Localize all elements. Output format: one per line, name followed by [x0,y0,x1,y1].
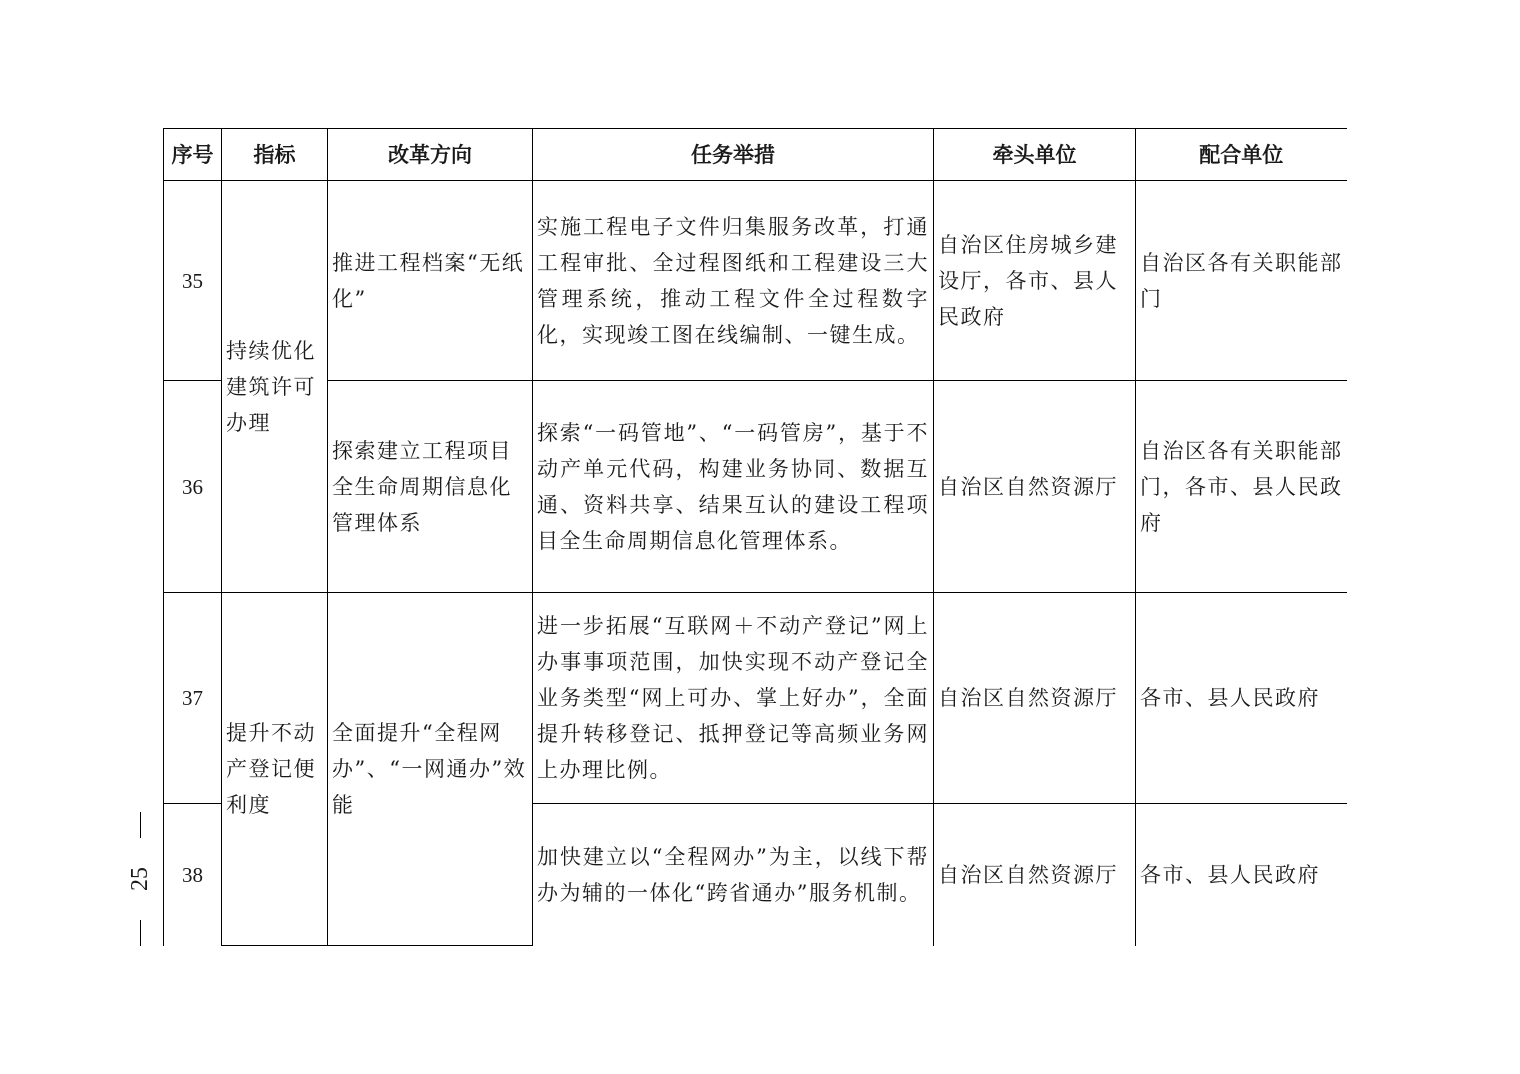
lead-cell: 自治区自然资源厅 [934,593,1136,804]
page-number-dash-top [140,812,141,838]
measure-cell: 加快建立以“全程网办”为主，以线下帮办为辅的一体化“跨省通办”服务机制。 [533,804,934,946]
measure-cell: 探索“一码管地”、“一码管房”，基于不动产单元代码，构建业务协同、数据互通、资料共享、结果互认的建设工程项目全生命周期信息化管理体系。 [533,381,934,593]
support-cell: 各市、县人民政府 [1136,593,1347,804]
header-support: 配合单位 [1136,129,1347,181]
table-row [164,181,1347,381]
page-number-dash-bottom [140,920,141,946]
header-indicator: 指标 [222,129,328,181]
direction-cell: 探索建立工程项目全生命周期信息化管理体系 [328,381,533,593]
lead-cell: 自治区住房城乡建设厅，各市、县人民政府 [934,181,1136,381]
lead-cell: 自治区自然资源厅 [934,381,1136,593]
row-seq: 35 [164,181,222,381]
row-seq: 37 [164,593,222,804]
table-row [164,381,1347,593]
row-seq: 36 [164,381,222,593]
indicator-cell: 持续优化建筑许可办理 [222,181,328,593]
row-seq: 38 [164,804,222,946]
support-cell: 各市、县人民政府 [1136,804,1347,946]
header-lead: 牵头单位 [934,129,1136,181]
page-number-text: 25 [127,867,153,891]
direction-cell: 推进工程档案“无纸化” [328,181,533,381]
measure-cell: 进一步拓展“互联网＋不动产登记”网上办事事项范围，加快实现不动产登记全业务类型“网上可办、掌上好办”，全面提升转移登记、抵押登记等高频业务网上办理比例。 [533,593,934,804]
table-row [164,593,1347,804]
page-number [127,812,153,946]
header-seq: 序号 [164,129,222,181]
lead-cell: 自治区自然资源厅 [934,804,1136,946]
support-cell: 自治区各有关职能部门，各市、县人民政府 [1136,381,1347,593]
direction-cell: 全面提升“全程网办”、“一网通办”效能 [328,593,533,946]
header-direction: 改革方向 [328,129,533,181]
support-cell: 自治区各有关职能部门 [1136,181,1347,381]
measure-cell: 实施工程电子文件归集服务改革，打通工程审批、全过程图纸和工程建设三大管理系统，推动工程文件全过程数字化，实现竣工图在线编制、一键生成。 [533,181,934,381]
table-header-row [164,129,1347,181]
reform-task-table [163,128,1347,946]
header-measure: 任务举措 [533,129,934,181]
indicator-cell: 提升不动产登记便利度 [222,593,328,946]
